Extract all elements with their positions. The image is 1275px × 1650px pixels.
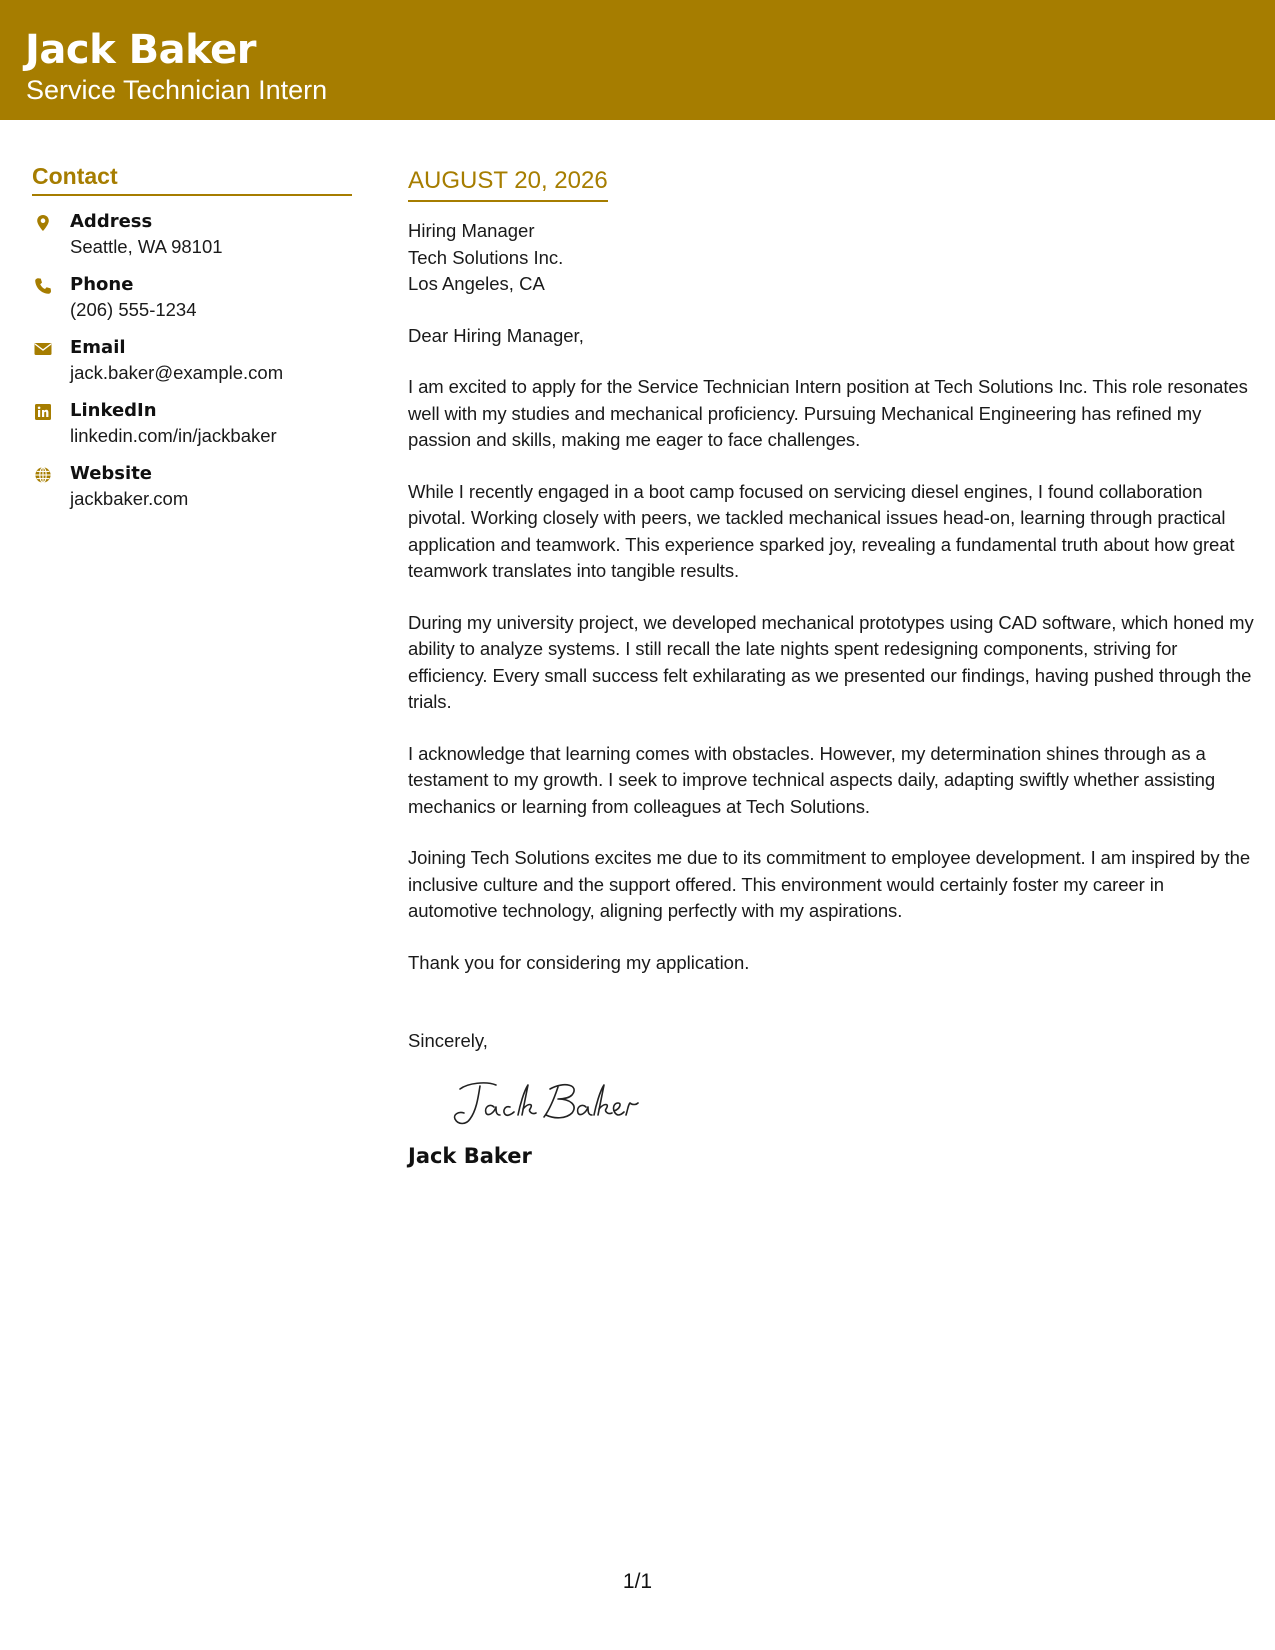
contact-label-linkedin: LinkedIn <box>70 400 157 421</box>
recipient-block <box>408 218 1256 298</box>
contact-item-phone <box>32 273 352 336</box>
contact-value-linkedin: linkedin.com/in/jackbaker <box>70 425 277 446</box>
contact-item-linkedin <box>32 399 352 462</box>
map-pin-icon <box>34 214 52 232</box>
handwritten-signature <box>446 1077 646 1133</box>
header-banner <box>0 0 1275 120</box>
contact-label-address: Address <box>70 211 153 232</box>
contact-value-phone: (206) 555-1234 <box>70 299 197 320</box>
letter-paragraph: I am excited to apply for the Service Technician Intern position at Tech Solutions Inc. This role resonates well with my studies and mechanical proficiency. Pursuing Mechanical Engineering has refined my passion and skills, making me eager to face challenges. <box>408 376 1248 450</box>
contact-item-address <box>32 210 352 273</box>
letter-paragraph: Joining Tech Solutions excites me due to its commitment to employee development. I am inspired by the inclusive culture and the support offered. This environment would certainly foster my career in automotive technology, aligning perfectly with my aspirations. <box>408 847 1251 921</box>
contact-item-website <box>32 462 352 525</box>
contact-value-email: jack.baker@example.com <box>70 362 284 383</box>
header-role: Service Technician Intern <box>26 75 328 105</box>
salutation: Dear Hiring Manager, <box>408 324 584 346</box>
globe-icon <box>34 466 52 484</box>
contact-label-phone: Phone <box>70 274 134 295</box>
letter-paragraph: I acknowledge that learning comes with obstacles. However, my determination shines through as a testament to my growth. I seek to improve technical aspects daily, adapting swiftly whether assisting mechanics or learning from colleagues at Tech Solutions. <box>408 742 1216 817</box>
linkedin-icon <box>34 403 52 421</box>
letter-body <box>408 164 1256 1171</box>
recipient-line: Hiring Manager <box>408 220 535 241</box>
recipient-line: Tech Solutions Inc. <box>408 246 564 268</box>
contact-label-website: Website <box>70 463 153 484</box>
recipient-line: Los Angeles, CA <box>408 273 545 294</box>
phone-icon <box>34 277 52 295</box>
contact-value-address: Seattle, WA 98101 <box>70 236 223 257</box>
contact-label-email: Email <box>70 337 126 358</box>
contact-sidebar <box>32 160 352 525</box>
contact-value-website: jackbaker.com <box>70 488 189 509</box>
contact-item-email <box>32 336 352 399</box>
letter-date: AUGUST 20, 2026 <box>408 164 608 202</box>
sign-off: Sincerely, <box>408 1030 488 1051</box>
contact-list <box>32 210 352 525</box>
letter-paragraph: During my university project, we developed mechanical prototypes using CAD software, which honed my ability to analyze systems. I still recall the late nights spent redesigning components, striving for efficiency. Every small success felt exhilarating as we presented our findings, having pushed through the trials. <box>408 611 1254 712</box>
signer-name: Jack Baker <box>408 1143 532 1168</box>
letter-paragraph: While I recently engaged in a boot camp focused on servicing diesel engines, I found collaboration pivotal. Working closely with peers, we tackled mechanical issues head-on, learning through practical application and teamwork. This experience sparked joy, revealing a fundamental truth about how great teamwork translates into tangible results. <box>408 480 1235 581</box>
closing-line: Thank you for considering my application. <box>408 951 750 973</box>
envelope-icon <box>34 340 52 358</box>
page-number: 1/1 <box>622 1570 653 1593</box>
header-name: Jack Baker <box>25 27 256 73</box>
contact-heading: Contact <box>32 160 352 196</box>
